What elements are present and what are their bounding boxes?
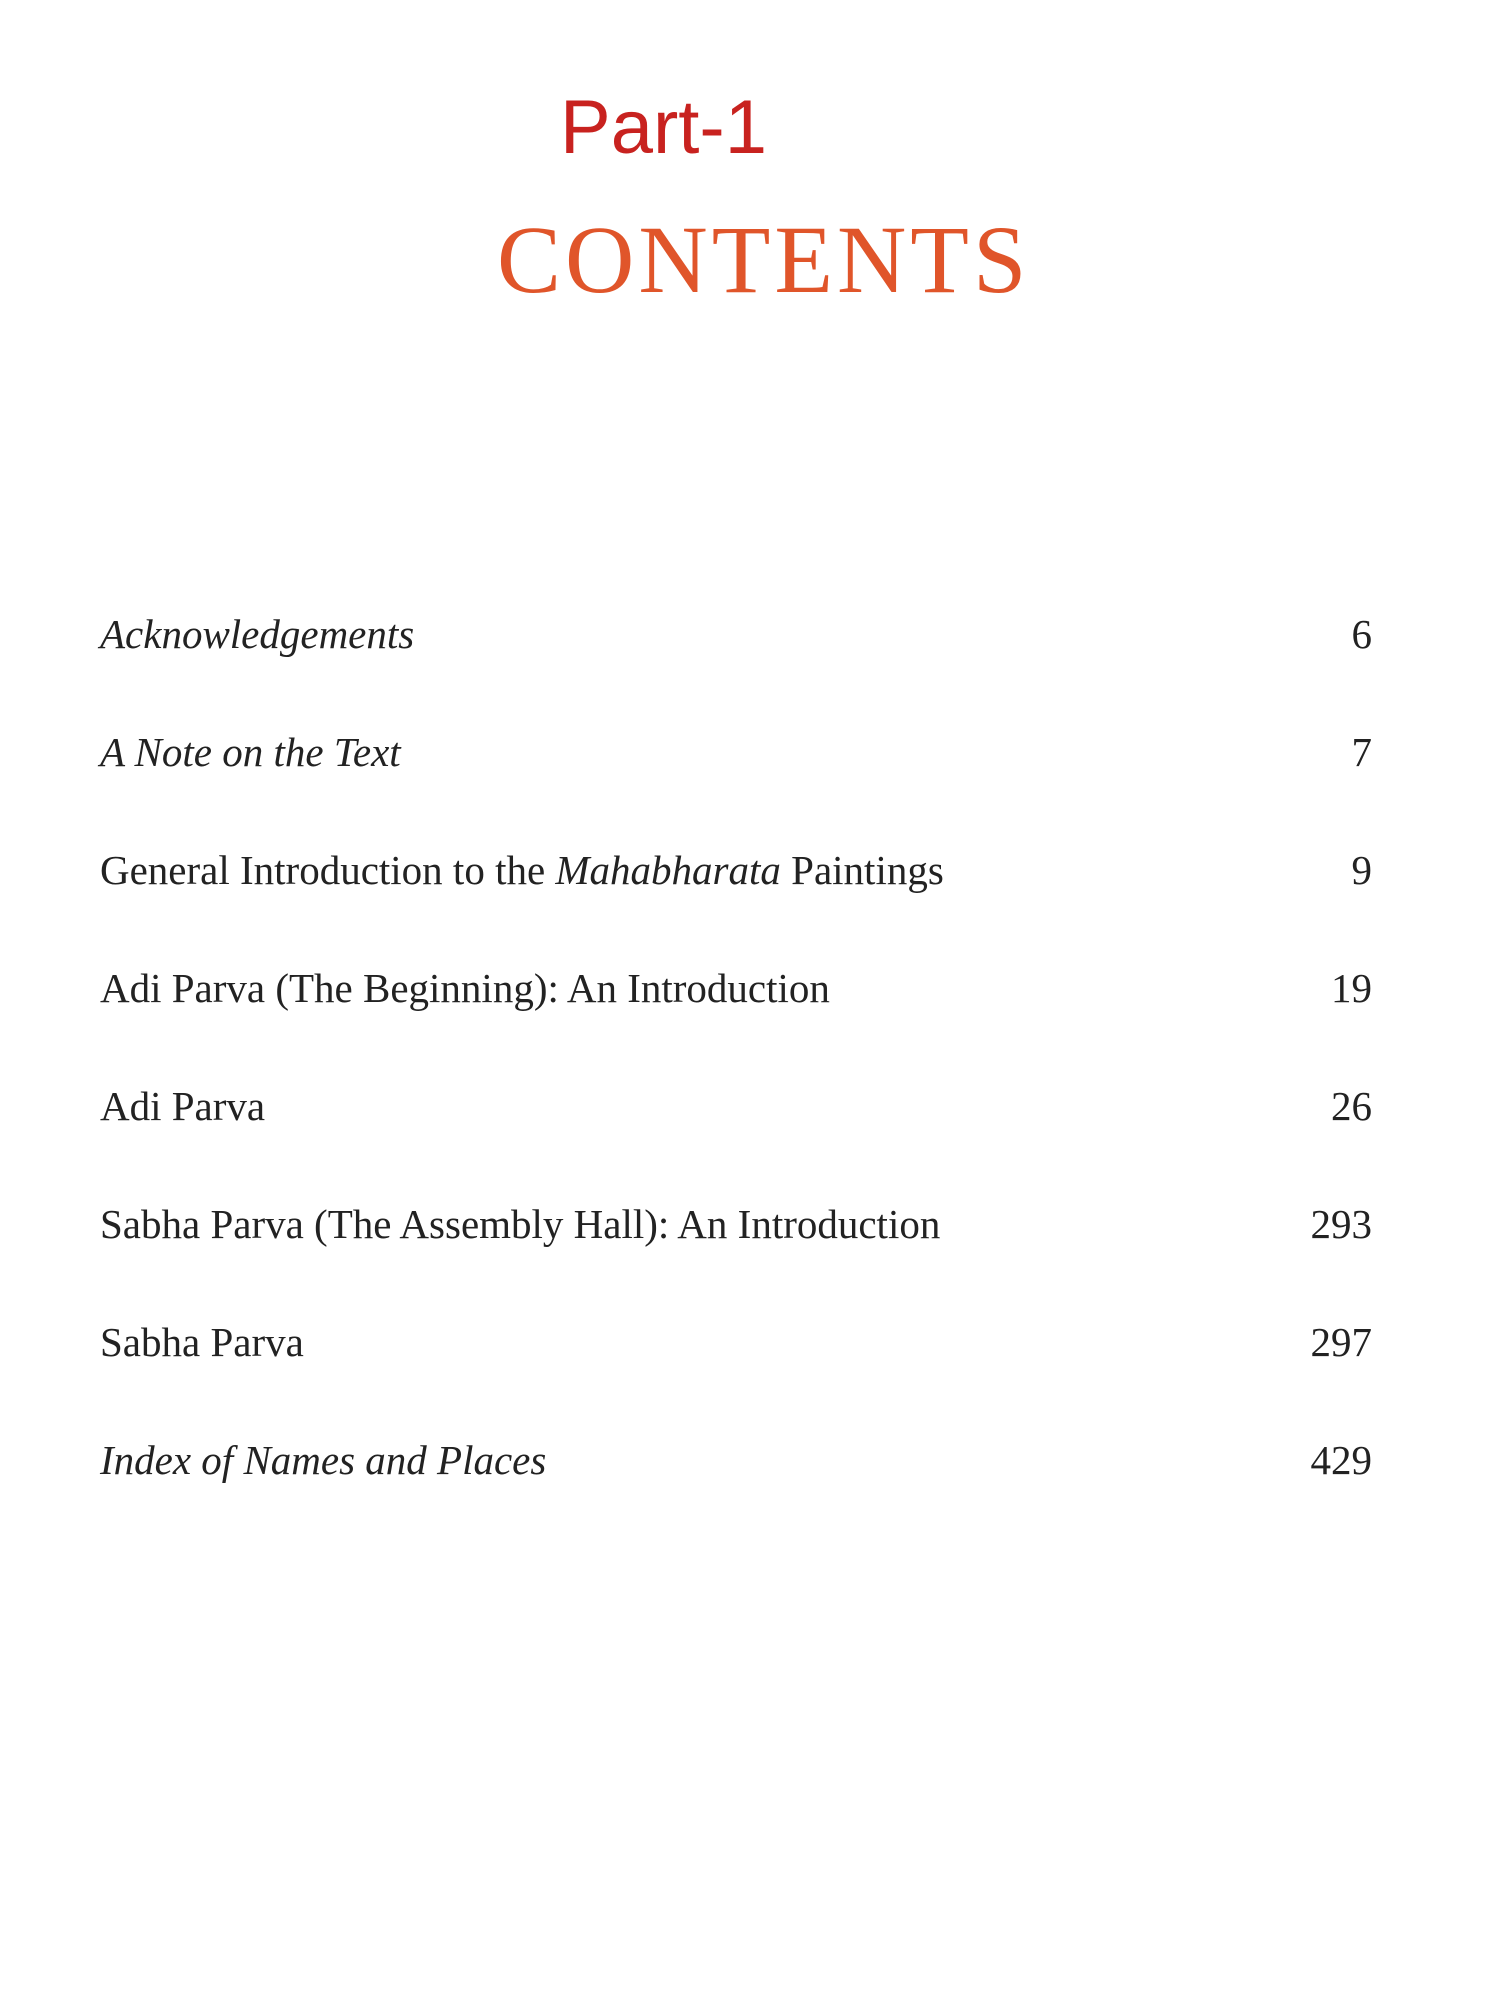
part-label: Part-1 xyxy=(560,85,767,170)
toc-entry-page: 26 xyxy=(1331,1083,1372,1129)
toc-entry-page: 297 xyxy=(1310,1319,1372,1365)
toc-entry-title: A Note on the Text xyxy=(100,729,401,775)
table-of-contents xyxy=(100,600,1372,1544)
toc-entry-index[interactable] xyxy=(100,1426,1372,1544)
toc-entry-page: 7 xyxy=(1351,729,1372,775)
toc-entry-general-introduction[interactable] xyxy=(100,836,1372,954)
toc-entry-sabha-parva-introduction[interactable] xyxy=(100,1190,1372,1308)
toc-entry-page: 293 xyxy=(1310,1201,1372,1247)
toc-title-part: General Introduction to the xyxy=(100,847,556,893)
toc-entry-page: 19 xyxy=(1331,965,1372,1011)
toc-entry-title: Index of Names and Places xyxy=(100,1437,547,1483)
toc-entry-title: Acknowledgements xyxy=(100,611,415,657)
toc-entry-note-on-text[interactable] xyxy=(100,718,1372,836)
toc-entry-page: 6 xyxy=(1351,611,1372,657)
toc-entry-acknowledgements[interactable] xyxy=(100,600,1372,718)
toc-entry-title xyxy=(100,846,944,894)
toc-entry-sabha-parva[interactable] xyxy=(100,1308,1372,1426)
toc-entry-adi-parva-introduction[interactable] xyxy=(100,954,1372,1072)
toc-title-part: Paintings xyxy=(780,847,944,893)
toc-entry-title: Adi Parva (The Beginning): An Introduction xyxy=(100,965,830,1011)
toc-entry-title: Sabha Parva xyxy=(100,1319,304,1365)
toc-entry-adi-parva[interactable] xyxy=(100,1072,1372,1190)
toc-entry-page: 9 xyxy=(1351,847,1372,893)
toc-title-emphasis: Mahabharata xyxy=(555,847,781,893)
toc-entry-title: Adi Parva xyxy=(100,1083,266,1129)
page-title: CONTENTS xyxy=(497,206,1031,313)
toc-entry-page: 429 xyxy=(1310,1437,1372,1483)
toc-entry-title: Sabha Parva (The Assembly Hall): An Introduction xyxy=(100,1201,941,1247)
